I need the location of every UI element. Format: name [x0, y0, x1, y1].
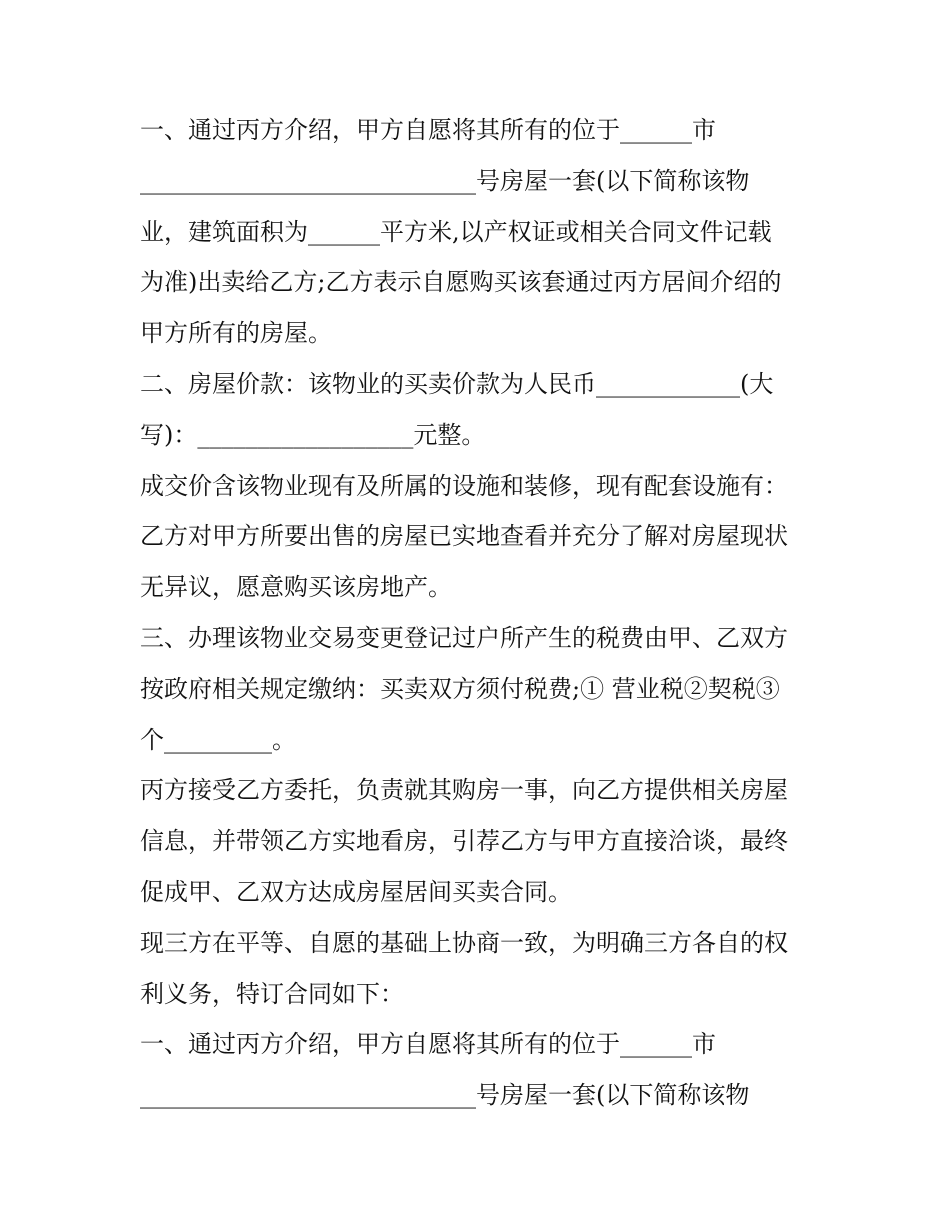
agency-line-1: 丙方接受乙方委托，负责就其购房一事，向乙方提供相关房屋	[140, 776, 788, 805]
clause-3-line-2: 按政府相关规定缴纳：买卖双方须付税费;① 营业税②契税③	[140, 674, 780, 703]
clause-1-line-2: ____________________________号房屋一套(以下简称该物	[140, 166, 750, 195]
repeat-clause-1-line-1: 一、通过丙方介绍，甲方自愿将其所有的位于______市	[140, 1030, 716, 1059]
facilities-line-2: 乙方对甲方所要出售的房屋已实地查看并充分了解对房屋现状	[140, 522, 788, 551]
facilities-line-3: 无异议，愿意购买该房地产。	[140, 573, 452, 602]
contract-body	[140, 105, 820, 1121]
clause-1-line-1: 一、通过丙方介绍，甲方自愿将其所有的位于______市	[140, 116, 716, 144]
clause-1-line-3: 业，建筑面积为______平方米,以产权证或相关合同文件记载	[140, 217, 772, 246]
agency-line-3: 促成甲、乙双方达成房屋居间买卖合同。	[140, 877, 572, 906]
repeat-clause-1-line-2: ____________________________号房屋一套(以下简称该物	[140, 1081, 750, 1110]
clause-2-line-2: 写)：__________________元整。	[140, 420, 486, 449]
facilities-line-1: 成交价含该物业现有及所属的设施和装修，现有配套设施有：	[140, 471, 788, 500]
agreement-line-2: 利义务，特订合同如下：	[140, 979, 404, 1008]
clause-3-line-3: 个_________。	[140, 725, 296, 754]
clause-2-line-1: 二、房屋价款：该物业的买卖价款为人民币____________(大	[140, 369, 774, 398]
agreement-line-1: 现三方在平等、自愿的基础上协商一致，为明确三方各自的权	[140, 928, 788, 957]
clause-1-line-4: 为准)出卖给乙方;乙方表示自愿购买该套通过丙方居间介绍的	[140, 268, 782, 297]
clause-1-line-5: 甲方所有的房屋。	[140, 319, 332, 348]
clause-3-line-1: 三、办理该物业交易变更登记过户所产生的税费由甲、乙双方	[140, 623, 788, 652]
agency-line-2: 信息，并带领乙方实地看房，引荐乙方与甲方直接洽谈，最终	[140, 827, 788, 856]
